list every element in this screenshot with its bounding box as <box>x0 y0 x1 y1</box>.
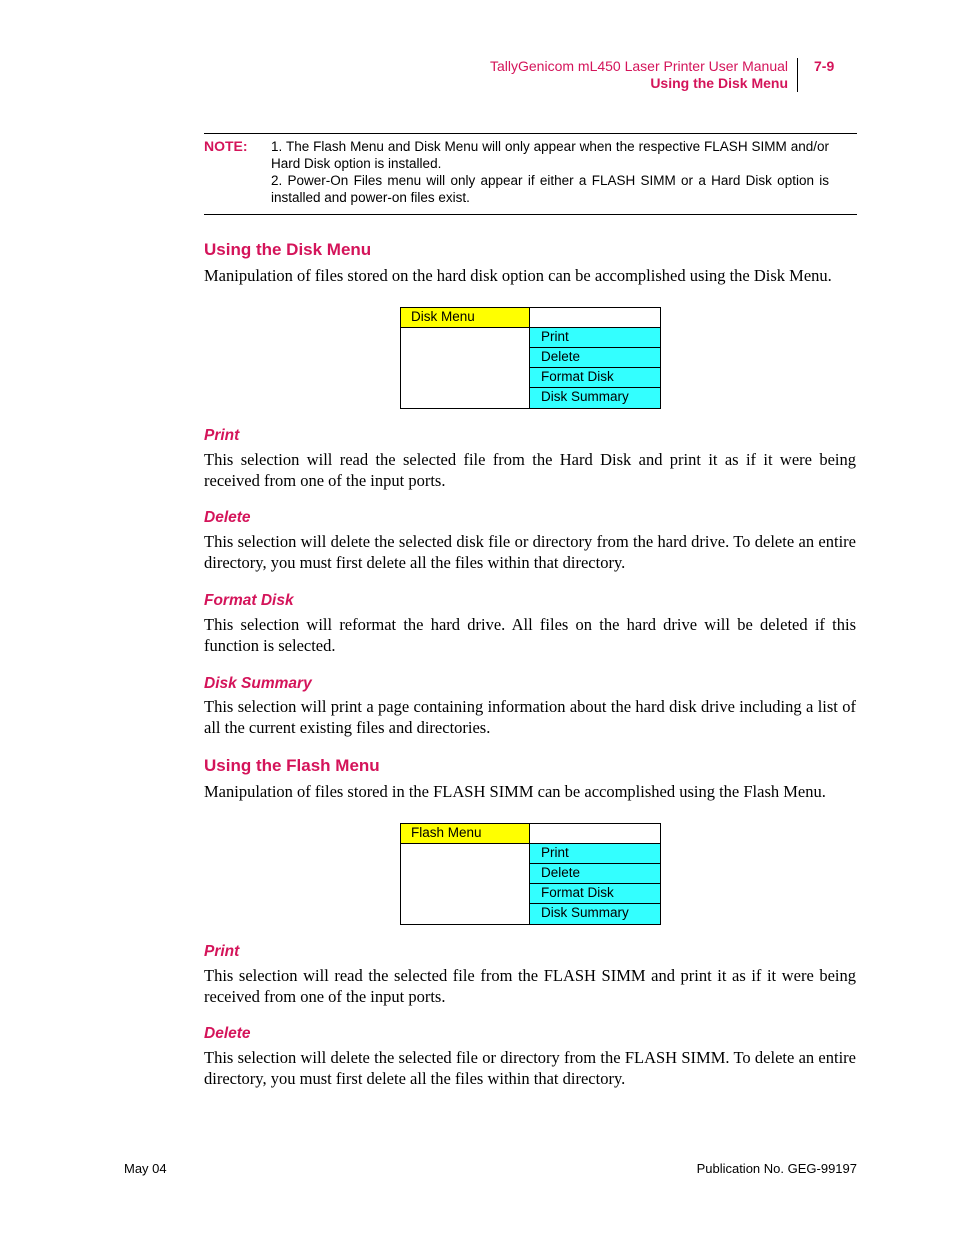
disk-delete-text: This selection will delete the selected disk file or directory from the hard drive. To delete an entire directory, you must first delete all the files within that directory. <box>204 532 856 572</box>
note-box <box>204 133 857 215</box>
disk-summary-heading: Disk Summary <box>204 675 312 692</box>
flash-menu-item-format-disk: Format Disk <box>530 884 660 904</box>
flash-print-text: This selection will read the selected file from the FLASH SIMM and print it as if it were being received from one of the input ports. <box>204 966 856 1006</box>
disk-intro: Manipulation of files stored on the hard disk option can be accomplished using the Disk Menu. <box>204 266 832 285</box>
disk-menu-item-format-disk: Format Disk <box>530 368 660 388</box>
footer-publication: Publication No. GEG-99197 <box>696 1161 857 1176</box>
note-line-1: 1. The Flash Menu and Disk Menu will only appear when the respective FLASH SIMM and/or Hard Disk option is installed. <box>271 139 829 171</box>
disk-menu-item-disk-summary: Disk Summary <box>530 388 660 408</box>
section-title: Using the Disk Menu <box>650 75 788 91</box>
note-line-2: 2. Power-On Files menu will only appear if either a FLASH SIMM or a Hard Disk option is installed and power-on files exist. <box>271 173 829 205</box>
disk-summary-text: This selection will print a page containing information about the hard disk drive including a list of all the current existing files and directories. <box>204 697 856 737</box>
footer-date: May 04 <box>124 1161 167 1176</box>
disk-menu-items <box>530 328 660 408</box>
disk-format-heading: Format Disk <box>204 592 294 609</box>
disk-print-text: This selection will read the selected file from the Hard Disk and print it as if it were being received from one of the input ports. <box>204 450 856 490</box>
flash-delete-heading: Delete <box>204 1025 251 1042</box>
disk-menu-item-print: Print <box>530 328 660 348</box>
flash-print-heading: Print <box>204 943 240 960</box>
flash-menu-diagram <box>400 823 661 925</box>
running-header <box>490 58 798 92</box>
flash-menu-item-delete: Delete <box>530 864 660 884</box>
disk-delete-heading: Delete <box>204 509 251 526</box>
flash-heading: Using the Flash Menu <box>204 756 380 775</box>
flash-menu-item-print: Print <box>530 844 660 864</box>
flash-menu-title: Flash Menu <box>401 824 530 844</box>
page-number: 7-9 <box>814 58 835 74</box>
note-label: NOTE: <box>204 138 248 154</box>
disk-menu-item-delete: Delete <box>530 348 660 368</box>
flash-menu-item-disk-summary: Disk Summary <box>530 904 660 924</box>
disk-heading: Using the Disk Menu <box>204 240 372 259</box>
note-text <box>271 138 857 206</box>
flash-menu-items <box>530 844 660 924</box>
manual-title: TallyGenicom mL450 Laser Printer User Manual <box>489 58 788 74</box>
disk-menu-diagram <box>400 307 661 409</box>
disk-print-heading: Print <box>204 427 240 444</box>
flash-delete-text: This selection will delete the selected file or directory from the FLASH SIMM. To delete an entire directory, you must first delete all the files within that directory. <box>204 1048 856 1088</box>
flash-intro: Manipulation of files stored in the FLASH SIMM can be accomplished using the Flash Menu. <box>204 782 826 801</box>
disk-menu-title: Disk Menu <box>401 308 530 328</box>
disk-format-text: This selection will reformat the hard drive. All files on the hard drive will be deleted if this function is selected. <box>204 615 856 655</box>
